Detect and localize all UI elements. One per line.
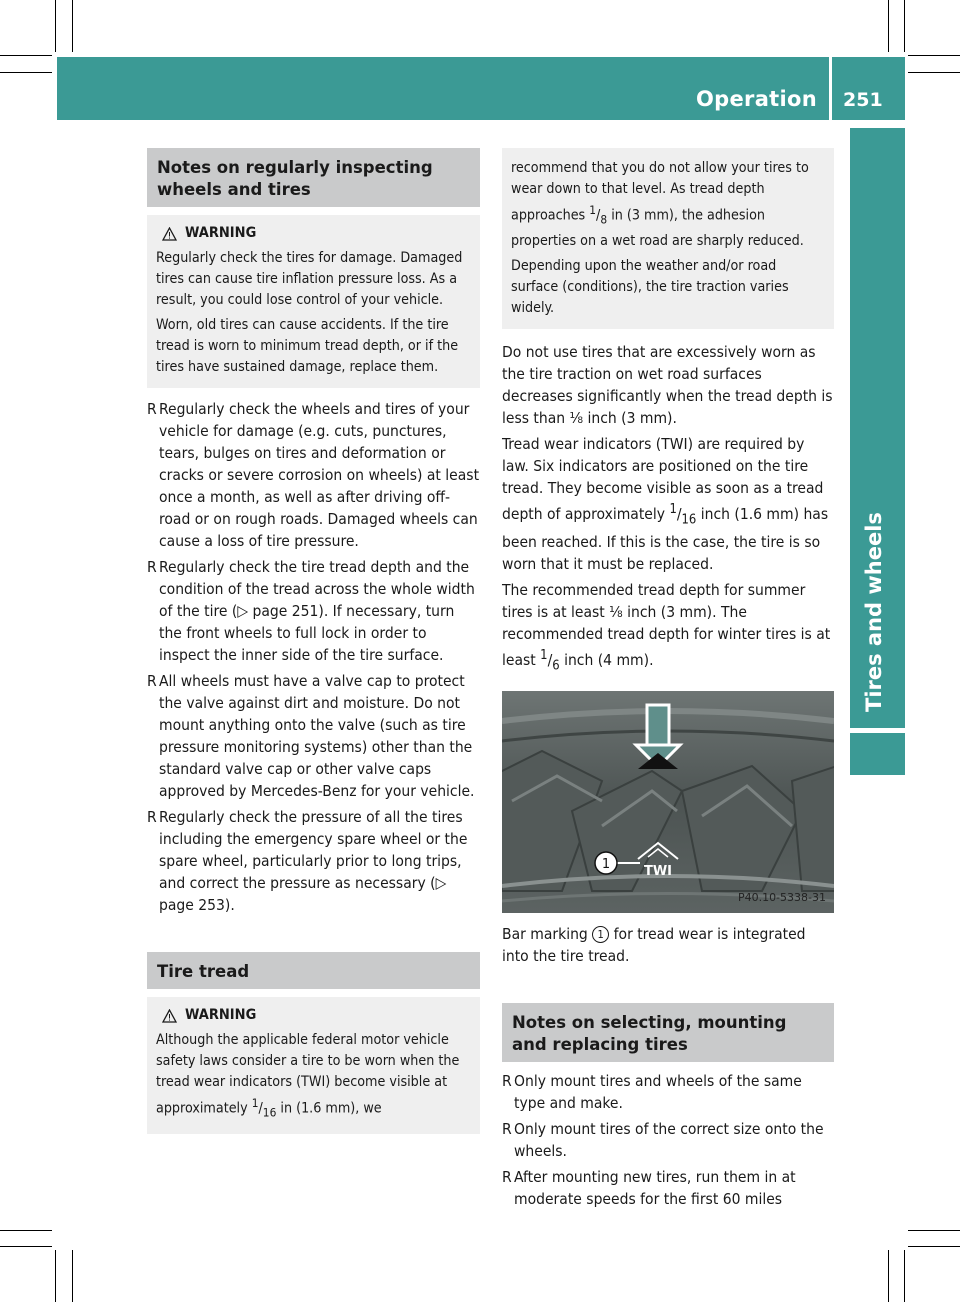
text-run: inch (4 mm). xyxy=(559,650,654,669)
list-item xyxy=(502,1166,834,1210)
warning-text: recommend that you do not allow your tires to wear down to that level. As tread depth approaches $^1/_8$ in (3 mm), the adhesion properties on a wet road are sharply reduced. xyxy=(511,160,809,249)
page-number: 251 xyxy=(843,89,883,111)
fraction-numerator: 1 xyxy=(589,203,597,217)
bullet: R xyxy=(502,1072,512,1091)
bullet: R xyxy=(502,1168,512,1187)
crop-mark xyxy=(908,55,960,56)
right-column xyxy=(502,148,834,1210)
fraction-numerator: 1 xyxy=(669,501,677,517)
list-item xyxy=(147,556,480,666)
fraction-denominator: 16 xyxy=(262,1105,277,1120)
list-item-text: Only mount tires and wheels of the same type and make. xyxy=(514,1072,802,1113)
fraction-numerator: 1 xyxy=(540,647,548,663)
text-run: Tread wear indicators (TWI) are required by law. Six indicators are positioned on the tire tread. They become visible as soon as a tread depth of approximately xyxy=(502,434,824,523)
section-heading: Tire tread xyxy=(147,952,480,989)
bullet: R xyxy=(147,558,157,576)
crop-mark xyxy=(0,72,52,73)
list-item-text: Regularly check the pressure of all the tires including the emergency spare wheel or the spare wheel, particularly prior to long trips, and correct the pressure as necessary (▷ page 253). xyxy=(159,808,468,914)
warning-text: Regularly check the tires for damage. Damaged tires can cause tire inflation pressure loss. As a result, you could lose control of your vehicle. xyxy=(156,250,463,308)
fraction-denominator: 8 xyxy=(600,212,608,227)
warning-text: Depending upon the weather and/or road surface (conditions), the tire traction varies widely. xyxy=(511,257,789,316)
callout-number: 1 xyxy=(601,857,611,873)
tire-tread-figure xyxy=(502,691,834,913)
list-item-text: Regularly check the tire tread depth and the condition of the tread across the whole width of the tire (▷ page 251). If necessary, turn the front wheels to full lock in order to inspect the inner side of the tire surface. xyxy=(159,558,475,664)
fraction-denominator: 6 xyxy=(552,658,560,674)
crop-mark xyxy=(72,1250,73,1302)
body-paragraph: Do not use tires that are excessively worn as the tire traction on wet road surfaces decreases significantly when the tread depth is less than ⅛ inch (3 mm). xyxy=(502,342,833,427)
warning-title xyxy=(156,223,471,244)
fraction-denominator: 16 xyxy=(681,511,697,527)
header-title: Operation xyxy=(696,87,817,111)
warning-triangle-icon xyxy=(162,1009,177,1023)
list-item-text: After mounting new tires, run them in at moderate speeds for the first 60 miles xyxy=(514,1168,796,1209)
crop-mark xyxy=(908,1246,960,1247)
bullet-list xyxy=(147,398,480,916)
tire-tread-illustration xyxy=(502,691,834,913)
chapter-tab-block xyxy=(850,733,905,775)
bullet: R xyxy=(147,808,157,826)
bullet: R xyxy=(502,1120,512,1139)
warning-label: WARNING xyxy=(185,225,257,241)
crop-mark xyxy=(72,0,73,52)
bullet: R xyxy=(147,672,157,690)
crop-mark xyxy=(908,1230,960,1231)
crop-mark xyxy=(55,1250,56,1302)
crop-mark xyxy=(888,1250,889,1302)
warning-box xyxy=(147,215,480,388)
crop-mark xyxy=(55,0,56,52)
section-heading: Notes on regularly inspecting wheels and tires xyxy=(147,148,480,207)
text-run: in (3 mm), the adhesion properties on a wet road are sharply reduced. xyxy=(511,207,804,249)
warning-text: Worn, old tires can cause accidents. If the tire tread is worn to minimum tread depth, or if the tires have sustained damage, replace them. xyxy=(156,317,459,375)
figure-code: P40.10-5338-31 xyxy=(737,891,826,905)
text-run: recommend that you do not allow your tires to wear down to that level. As tread depth approaches xyxy=(511,160,809,224)
crop-mark xyxy=(0,55,52,56)
warning-label: WARNING xyxy=(185,1007,257,1023)
list-item xyxy=(147,398,480,552)
crop-mark xyxy=(0,1230,52,1231)
crop-mark xyxy=(904,0,905,52)
bullet: R xyxy=(147,400,157,418)
text-run: for tread wear is integrated into the tire tread. xyxy=(502,925,806,966)
list-item-text: Regularly check the wheels and tires of your vehicle for damage (e.g. cuts, punctures, tears, bulges on tires and deformation or cracks or severe corrosion on wheels) at least once a month, as well as after driving off-road or on rough roads. Damaged wheels can cause a loss of tire pressure. xyxy=(159,400,480,550)
list-item xyxy=(147,806,480,916)
body-paragraph: Tread wear indicators (TWI) are required by law. Six indicators are positioned on the tire tread. They become visible as soon as a tread depth of approximately $^1/_{16}$ inch (1.6 mm) has been reached. If this is the case, the tire is so worn that it must be replaced. xyxy=(502,434,829,573)
warning-triangle-icon xyxy=(162,227,177,241)
text-run: in (1.6 mm), we xyxy=(276,1100,382,1117)
twi-label: TWI xyxy=(643,864,673,880)
crop-mark xyxy=(904,1250,905,1302)
callout-circle: 1 xyxy=(592,926,609,943)
crop-mark xyxy=(908,72,960,73)
text-run: The recommended tread depth for summer tires is at least ⅛ inch (3 mm). The recommended tread depth for winter tires is at least xyxy=(502,580,831,669)
bullet-list xyxy=(502,1070,834,1210)
warning-title xyxy=(156,1005,471,1026)
list-item-text: All wheels must have a valve cap to protect the valve against dirt and moisture. Do not mount anything onto the valve (such as tire pressure monitoring systems) other than the standard valve cap or other valve caps approved by Mercedes-Benz for your vehicle. xyxy=(159,672,475,800)
fraction-numerator: 1 xyxy=(251,1096,259,1110)
warning-text: Although the applicable federal motor vehicle safety laws consider a tire to be worn when the tread wear indicators (TWI) become visible at approximately $^1/_{16}$ in (1.6 mm), we xyxy=(156,1032,460,1120)
list-item xyxy=(502,1070,834,1114)
list-item xyxy=(502,1118,834,1162)
page-header xyxy=(57,57,905,120)
section-heading: Notes on selecting, mounting and replacing tires xyxy=(502,1003,834,1062)
left-column xyxy=(147,148,480,1134)
header-divider xyxy=(829,57,832,120)
chapter-tab-label: Tires and wheels xyxy=(862,512,886,712)
crop-mark xyxy=(888,0,889,52)
figure-caption xyxy=(502,923,834,967)
text-run: Bar marking xyxy=(502,925,593,944)
body-paragraph: The recommended tread depth for summer tires is at least ⅛ inch (3 mm). The recommended tread depth for winter tires is at least $^1/_6$ inch (4 mm). xyxy=(502,580,831,674)
warning-box xyxy=(147,997,480,1134)
warning-box-continued xyxy=(502,148,834,329)
text-run: inch (1.6 mm) has been reached. If this is the case, the tire is so worn that it must be replaced. xyxy=(502,504,829,573)
crop-mark xyxy=(0,1246,52,1247)
text-run: Although the applicable federal motor vehicle safety laws consider a tire to be worn when the tread wear indicators (TWI) become visible at approximately xyxy=(156,1032,460,1117)
list-item-text: Only mount tires of the correct size onto the wheels. xyxy=(514,1120,824,1161)
list-item xyxy=(147,670,480,802)
